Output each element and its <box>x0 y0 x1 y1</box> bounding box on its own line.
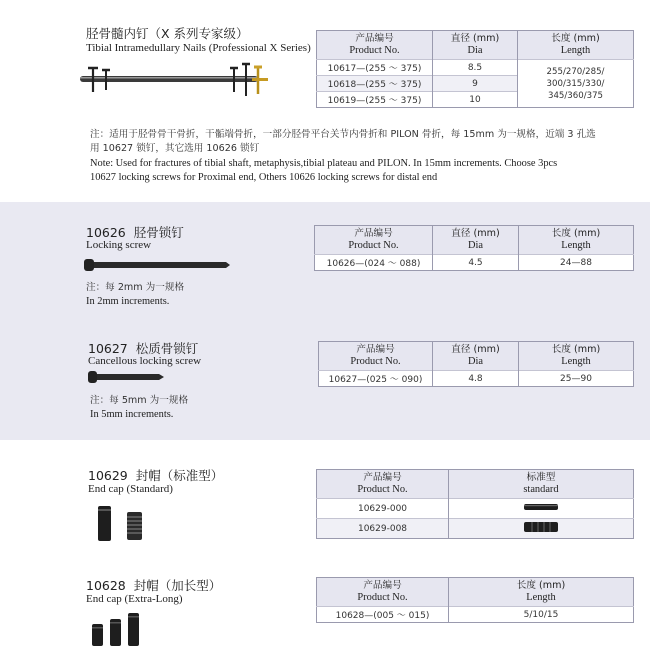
cancellous-screw-title: 10627 松质骨锁钉 <box>88 341 199 356</box>
col-header-product: 产品编号 Product No. <box>317 31 433 60</box>
end-cap-standard-image <box>96 506 148 542</box>
col-header-length: 长度 (mm) Length <box>518 31 634 60</box>
end-cap-standard-spec-table <box>316 469 634 539</box>
length-values: 255/270/285/ 300/315/330/ 345/360/375 <box>518 60 634 108</box>
nail-note-en-1: Note: Used for fractures of tibial shaft, metaphysis,tibial plateau and PILON. In 15mm increments. Choose 3pcs <box>90 158 558 169</box>
tibial-nail-image <box>76 62 276 100</box>
nail-note-en-2: 10627 locking screws for Proximal end, Others 10626 locking screws for distal end <box>90 172 438 183</box>
col-header-standard: 标准型 standard <box>449 470 634 499</box>
locking-screw-title: 10626 胫骨锁钉 <box>86 225 184 240</box>
cap-image-cell <box>449 499 634 519</box>
locking-screw-image <box>84 257 230 273</box>
cancellous-screw-image <box>88 370 164 384</box>
cap-image-cell <box>449 519 634 539</box>
table-row: 10629-008 <box>317 519 634 539</box>
table-row: 10626—(024 ～ 088) 4.5 24—88 <box>315 255 634 271</box>
col-header-dia: 直径 (mm) Dia <box>433 342 519 371</box>
table-row: 10629-000 <box>317 499 634 519</box>
locking-screw-note-zh: 注：每 2mm 为一规格 <box>86 282 185 293</box>
col-header-product: 产品编号 Product No. <box>317 470 449 499</box>
nail-note-zh-2: 用 10627 锁钉，其它选用 10626 锁钉 <box>90 143 260 154</box>
nail-title-zh: 胫骨髓内钉（X 系列专家级） <box>86 26 249 41</box>
table-row: 10617—(255 ～ 375) 8.5 255/270/285/ 300/315/330/ 345/360/375 <box>317 60 634 76</box>
end-cap-long-title-en: End cap (Extra-Long) <box>86 593 183 605</box>
nail-spec-table <box>316 30 634 108</box>
cancellous-screw-spec-table <box>318 341 634 387</box>
cancellous-screw-title-en: Cancellous locking screw <box>88 355 202 367</box>
end-cap-000-image <box>524 502 558 512</box>
locking-screw-spec-table <box>314 225 634 271</box>
nail-note-zh-1: 注：适用于胫骨骨干骨折，干骺端骨折，一部分胫骨平台关节内骨折和 PILON 骨折，每 15mm 为一规格，近端 3 孔选 <box>90 129 596 140</box>
cancellous-screw-note-en: In 5mm increments. <box>90 409 174 420</box>
locking-screw-note-en: In 2mm increments. <box>86 296 170 307</box>
nail-title-en: Tibial Intramedullary Nails (Professional X Series) <box>86 42 311 54</box>
end-cap-008-image <box>524 521 558 533</box>
cancellous-screw-note-zh: 注：每 5mm 为一规格 <box>90 395 189 406</box>
end-cap-long-image <box>92 612 140 648</box>
end-cap-standard-title-en: End cap (Standard) <box>88 483 173 495</box>
col-header-product: 产品编号 Product No. <box>317 578 449 607</box>
table-row: 10619—(255 ～ 375) 10 <box>317 92 634 108</box>
table-row: 10628—(005 ～ 015) 5/10/15 <box>317 607 634 623</box>
col-header-dia: 直径 (mm) Dia <box>433 31 518 60</box>
table-row: 10618—(255 ～ 375) 9 <box>317 76 634 92</box>
end-cap-long-title: 10628 封帽（加长型） <box>86 578 222 593</box>
col-header-product: 产品编号 Product No. <box>315 226 433 255</box>
end-cap-long-spec-table <box>316 577 634 623</box>
col-header-length: 长度 (mm) Length <box>519 226 634 255</box>
locking-screw-title-en: Locking screw <box>86 239 152 251</box>
table-row: 10627—(025 ～ 090) 4.8 25—90 <box>319 371 634 387</box>
col-header-length: 长度 (mm) Length <box>519 342 634 371</box>
col-header-dia: 直径 (mm) Dia <box>433 226 519 255</box>
col-header-length: 长度 (mm) Length <box>449 578 634 607</box>
end-cap-standard-title: 10629 封帽（标准型） <box>88 468 224 483</box>
col-header-product: 产品编号 Product No. <box>319 342 433 371</box>
